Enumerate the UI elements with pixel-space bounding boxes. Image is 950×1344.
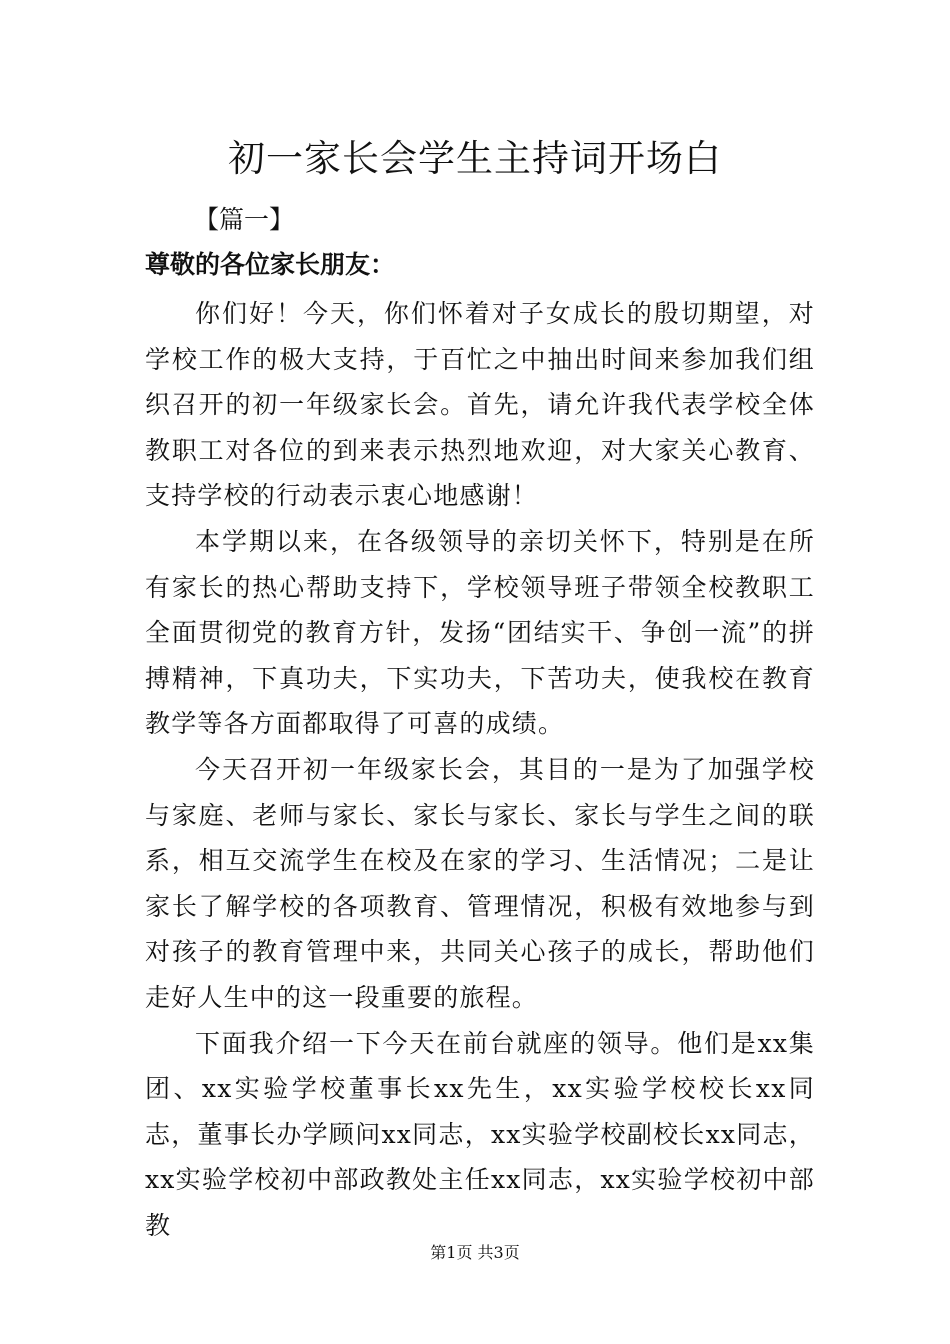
paragraph: 下面我介绍一下今天在前台就座的领导。他们是xx集团、xx实验学校董事长xx先生，xx实验学校校长xx同志，董事长办学顾问xx同志，xx实验学校副校长xx同志，xx实验学校初中部政教处主任xx同志，xx实验学校初中部教 (145, 1028, 815, 1240)
paragraph: 你们好！今天，你们怀着对子女成长的殷切期望，对学校工作的极大支持，于百忙之中抽出时间来参加我们组织召开的初一年级家长会。首先，请允许我代表学校全体教职工对各位的到来表示热烈地欢迎，对大家关心教育、支持学校的行动表示衷心地感谢！ (145, 299, 815, 511)
document-body (145, 291, 815, 1248)
paragraph: 今天召开初一年级家长会，其目的一是为了加强学校与家庭、老师与家长、家长与家长、家长与学生之间的联系，相互交流学生在校及在家的学习、生活情况；二是让家长了解学校的各项教育、管理情况，积极有效地参与到对孩子的教育管理中来，共同关心孩子的成长，帮助他们走好人生中的这一段重要的旅程。 (145, 754, 815, 1012)
salutation: 尊敬的各位家长朋友： (145, 250, 396, 279)
paragraph: 本学期以来，在各级领导的亲切关怀下，特别是在所有家长的热心帮助支持下，学校领导班子带领全校教职工全面贯彻党的教育方针，发扬“团结实干、争创一流”的拼搏精神，下真功夫，下实功夫，下苦功夫，使我校在教育教学等各方面都取得了可喜的成绩。 (145, 526, 815, 739)
section-label: 【篇一】 (194, 205, 295, 234)
page-footer: 第1页 共3页 (430, 1243, 520, 1262)
document-title: 初一家长会学生主持词开场白 (228, 137, 722, 180)
